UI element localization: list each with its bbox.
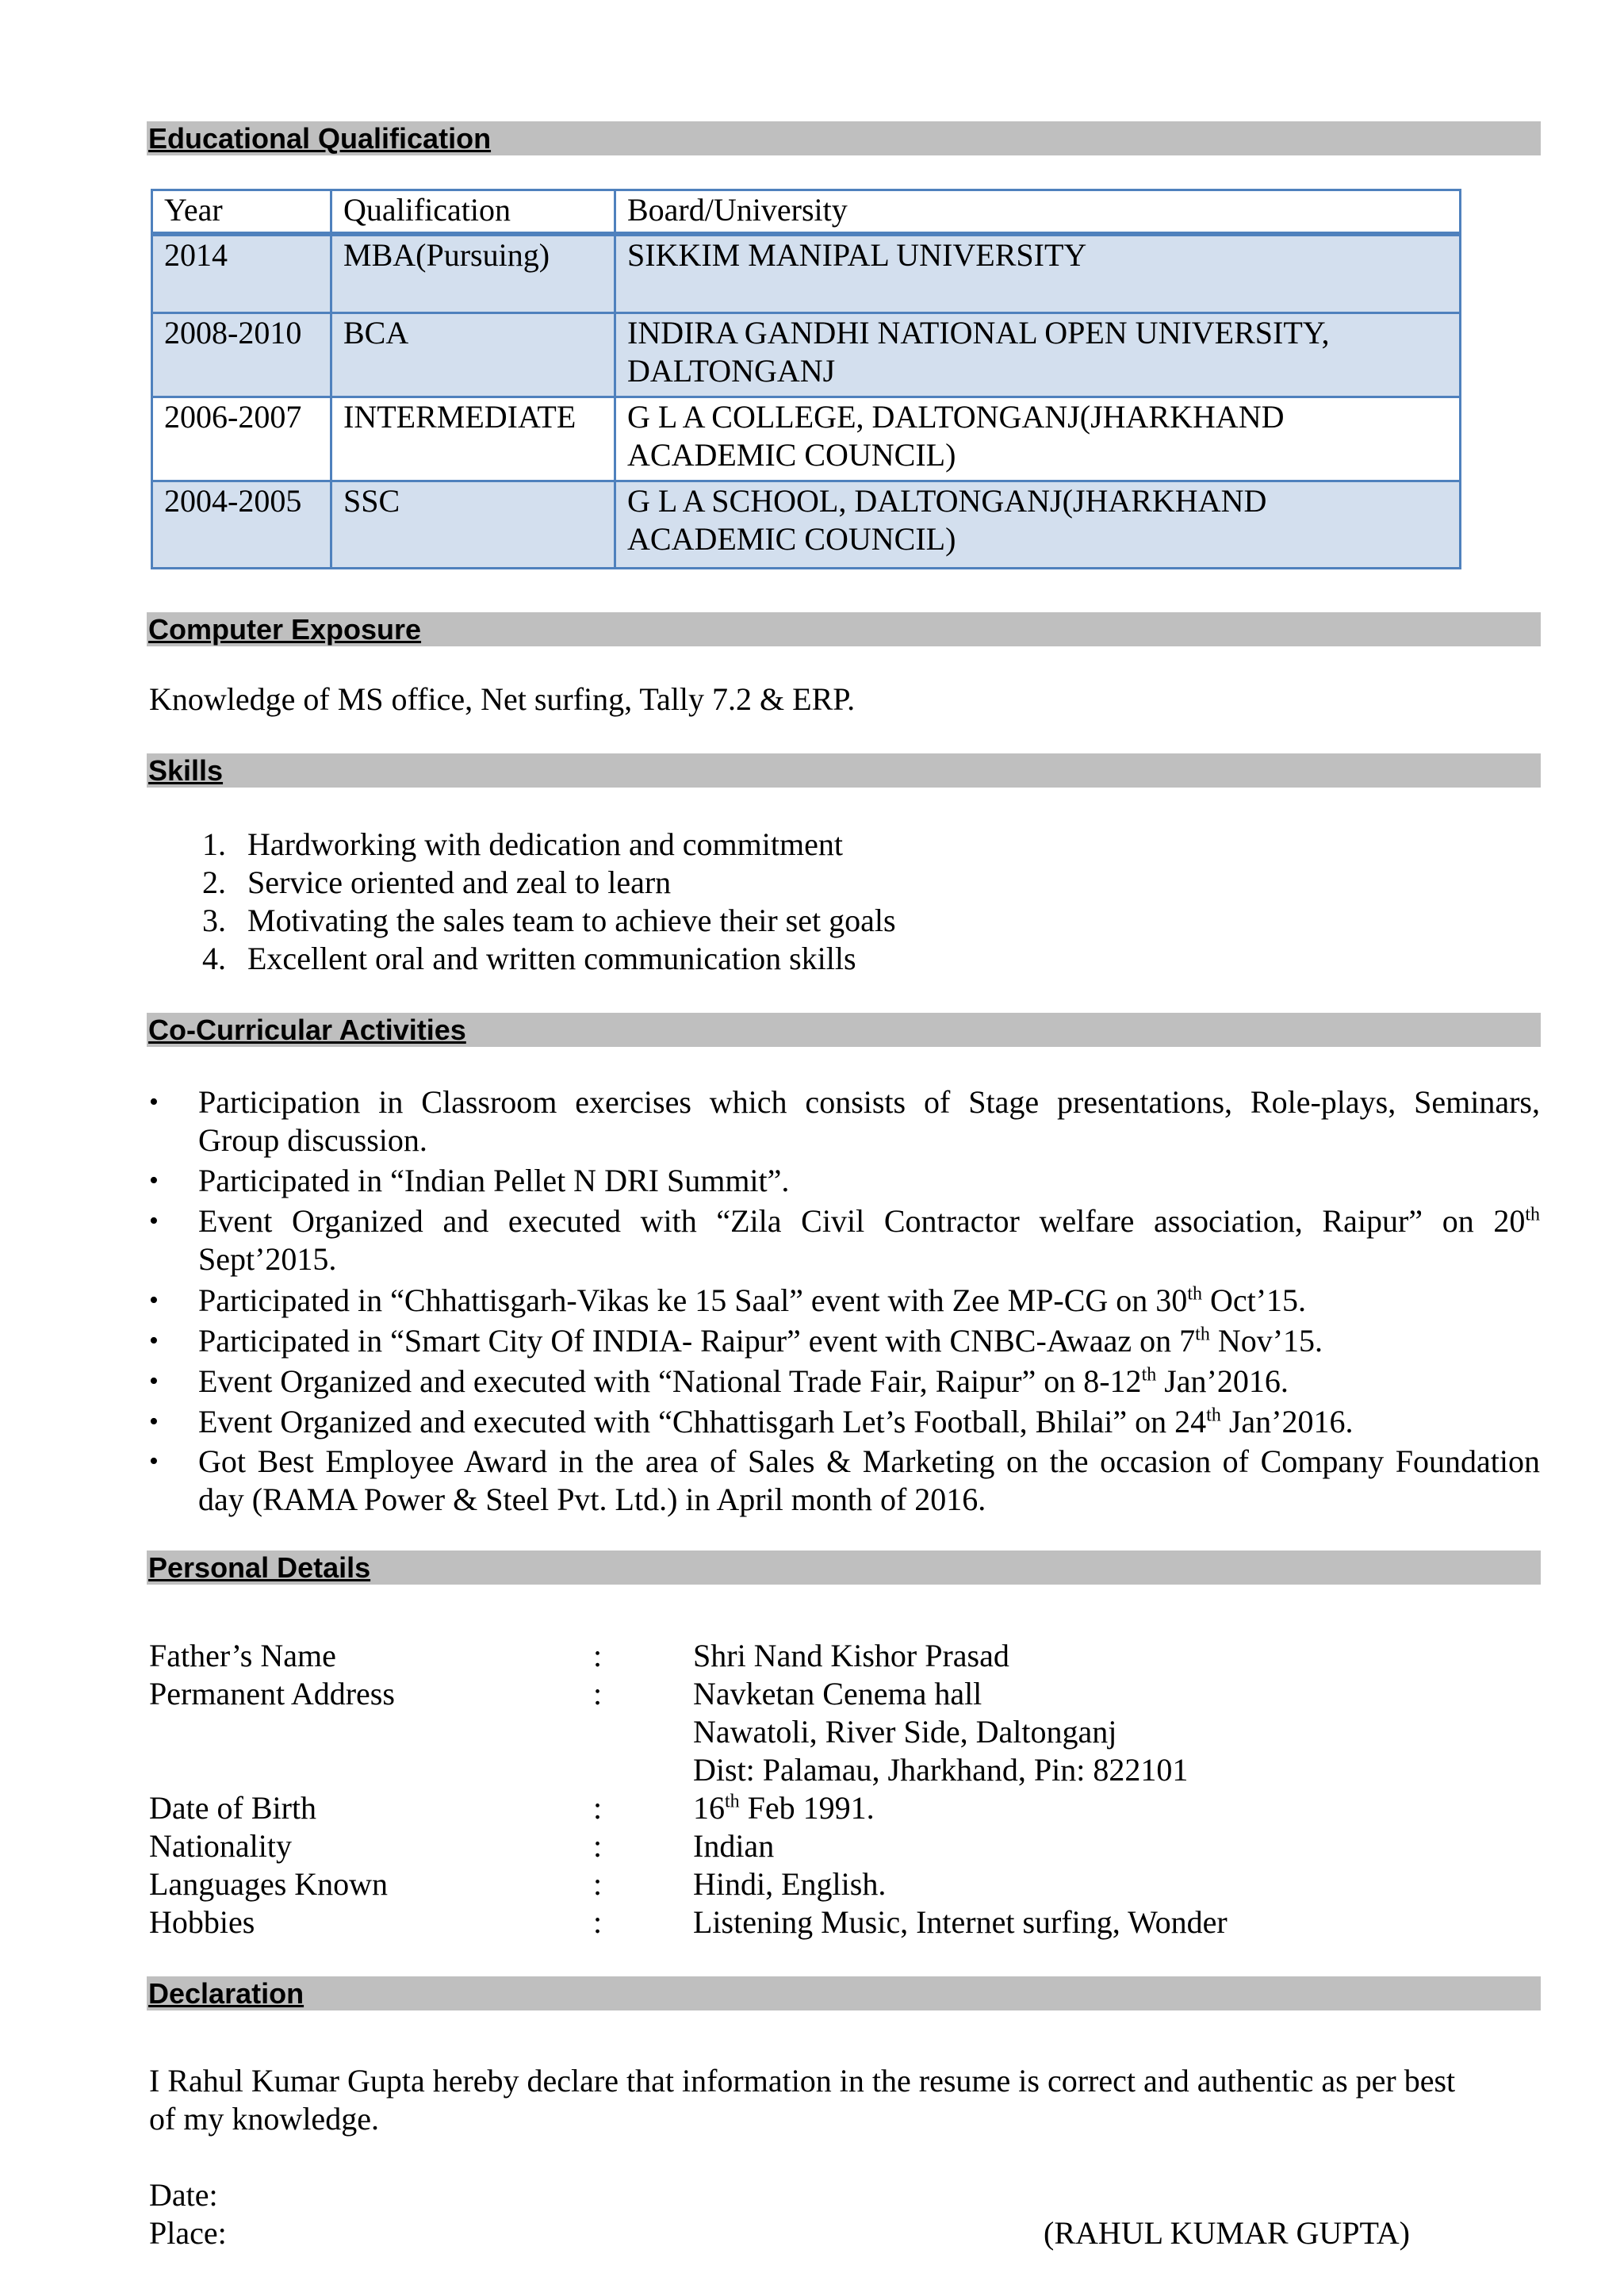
dob-day: 16: [693, 1790, 725, 1826]
list-item-text: Event Organized and executed with “Chhattisgarh Let’s Football, Bhilai” on 24: [198, 1404, 1207, 1439]
section-heading-education: [147, 121, 1541, 155]
section-heading-activities: [147, 1013, 1541, 1047]
colon-separator: :: [593, 1790, 603, 1826]
section-heading-activities-label: Co-Curricular Activities: [148, 1014, 466, 1046]
section-heading-declaration-label: Declaration: [148, 1977, 304, 2010]
table-row: [152, 397, 1461, 481]
section-heading-education-label: Educational Qualification: [148, 122, 492, 155]
bullet-icon: •: [149, 1447, 159, 1476]
list-item: [198, 1282, 1306, 1320]
cell-board-line: G L A COLLEGE, DALTONGANJ(JHARKHAND: [627, 398, 1285, 435]
list-item: Motivating the sales team to achieve their set goals: [247, 903, 896, 938]
place-label: Place:: [149, 2215, 227, 2251]
section-heading-computer: [147, 612, 1541, 646]
list-item-continuation: Sept’2015.: [198, 1241, 337, 1277]
list-item-continuation: Group discussion.: [198, 1122, 427, 1158]
dob-label: Date of Birth: [149, 1790, 317, 1826]
colon-separator: :: [593, 1676, 603, 1711]
list-number: 2.: [202, 864, 226, 900]
bullet-icon: •: [149, 1366, 159, 1396]
list-item: Service oriented and zeal to learn: [247, 864, 672, 900]
list-item: Got Best Employee Award in the area of Sales & Marketing on the occasion of Company Foundation: [198, 1443, 1540, 1479]
cell-board-line: INDIRA GANDHI NATIONAL OPEN UNIVERSITY,: [627, 314, 1330, 351]
bullet-icon: •: [149, 1087, 159, 1117]
cell-year: 2004-2005: [152, 481, 331, 568]
superscript: th: [725, 1791, 740, 1812]
cell-board: [615, 481, 1461, 568]
colon-separator: :: [593, 1638, 603, 1673]
section-heading-personal: [147, 1550, 1541, 1585]
cell-board-line: DALTONGANJ: [627, 352, 836, 389]
declaration-text: of my knowledge.: [149, 2101, 379, 2137]
section-heading-declaration: [147, 1976, 1541, 2010]
cell-qualification: SSC: [331, 481, 615, 568]
education-table: [151, 189, 1461, 569]
cell-year: 2006-2007: [152, 397, 331, 481]
fathers-name-value: Shri Nand Kishor Prasad: [693, 1638, 1009, 1673]
cell-qualification: MBA(Pursuing): [331, 234, 615, 312]
list-number: 4.: [202, 941, 226, 976]
nationality-value: Indian: [693, 1828, 775, 1864]
cell-qualification: BCA: [331, 312, 615, 397]
languages-label: Languages Known: [149, 1866, 389, 1902]
list-item: Excellent oral and written communication skills: [247, 941, 856, 976]
declaration-text: I Rahul Kumar Gupta hereby declare that information in the resume is correct and authentic as per best: [149, 2063, 1456, 2099]
colon-separator: :: [593, 1904, 603, 1940]
list-item-text: Event Organized and executed with “National Trade Fair, Raipur” on 8-12: [198, 1363, 1142, 1399]
list-item: Participated in “Indian Pellet N DRI Summit”.: [198, 1163, 790, 1198]
bullet-icon: •: [149, 1286, 159, 1315]
list-item: [198, 1403, 1353, 1441]
list-item: Participation in Classroom exercises which consists of Stage presentations, Role-plays, Seminars,: [198, 1084, 1540, 1120]
address-label: Permanent Address: [149, 1676, 395, 1711]
table-row: [152, 312, 1461, 397]
dob-rest: Feb 1991.: [739, 1790, 875, 1826]
cell-board: [615, 312, 1461, 397]
table-row: [152, 234, 1461, 312]
bullet-icon: •: [149, 1326, 159, 1355]
table-row: [152, 481, 1461, 568]
superscript: th: [1141, 1364, 1157, 1386]
list-item-text: Nov’15.: [1209, 1323, 1323, 1359]
cell-year: 2008-2010: [152, 312, 331, 397]
cell-board: [615, 397, 1461, 481]
colon-separator: :: [593, 1866, 603, 1902]
dob-value: [693, 1789, 875, 1827]
superscript: th: [1195, 1324, 1210, 1345]
list-number: 1.: [202, 826, 226, 862]
bullet-icon: •: [149, 1407, 159, 1436]
table-header-row: [152, 190, 1461, 235]
list-item: [198, 1363, 1289, 1401]
cell-board-line: G L A SCHOOL, DALTONGANJ(JHARKHAND: [627, 482, 1267, 519]
list-number: 3.: [202, 903, 226, 938]
colon-separator: :: [593, 1828, 603, 1864]
date-label: Date:: [149, 2177, 218, 2213]
cell-board: SIKKIM MANIPAL UNIVERSITY: [615, 234, 1461, 312]
cell-board-line: ACADEMIC COUNCIL): [627, 436, 956, 473]
nationality-label: Nationality: [149, 1828, 292, 1864]
column-header-qualification: Qualification: [331, 190, 615, 235]
list-item-text: Participated in “Smart City Of INDIA- Raipur” event with CNBC-Awaaz on 7: [198, 1323, 1196, 1359]
section-heading-skills-label: Skills: [148, 754, 224, 787]
hobbies-label: Hobbies: [149, 1904, 255, 1940]
list-item-text: Jan’2016.: [1220, 1404, 1354, 1439]
list-item-continuation: day (RAMA Power & Steel Pvt. Ltd.) in April month of 2016.: [198, 1481, 986, 1517]
bullet-icon: •: [149, 1166, 159, 1195]
section-heading-personal-label: Personal Details: [148, 1551, 371, 1584]
list-item-text: Event Organized and executed with “Zila Civil Contractor welfare association, Raipur” on 20: [198, 1203, 1526, 1239]
cell-year: 2014: [152, 234, 331, 312]
list-item-text: Oct’15.: [1201, 1282, 1307, 1318]
cell-board-line: ACADEMIC COUNCIL): [627, 520, 956, 557]
address-line: Navketan Cenema hall: [693, 1676, 982, 1711]
address-line: Dist: Palamau, Jharkhand, Pin: 822101: [693, 1752, 1189, 1788]
computer-exposure-text: Knowledge of MS office, Net surfing, Tally 7.2 & ERP.: [149, 681, 856, 717]
column-header-board: Board/University: [615, 190, 1461, 235]
section-heading-skills: [147, 753, 1541, 788]
section-heading-computer-label: Computer Exposure: [148, 613, 422, 646]
list-item-text: Participated in “Chhattisgarh-Vikas ke 15 Saal” event with Zee MP-CG on 30: [198, 1282, 1188, 1318]
languages-value: Hindi, English.: [693, 1866, 887, 1902]
hobbies-value: Listening Music, Internet surfing, Wonder: [693, 1904, 1228, 1940]
list-item: [198, 1202, 1540, 1240]
signature-name: (RAHUL KUMAR GUPTA): [1044, 2215, 1410, 2251]
superscript: th: [1187, 1283, 1202, 1305]
cell-qualification: INTERMEDIATE: [331, 397, 615, 481]
superscript: th: [1206, 1405, 1221, 1426]
address-line: Nawatoli, River Side, Daltonganj: [693, 1714, 1117, 1750]
list-item: Hardworking with dedication and commitment: [247, 826, 843, 862]
column-header-year: Year: [152, 190, 331, 235]
bullet-icon: •: [149, 1206, 159, 1236]
superscript: th: [1525, 1204, 1540, 1225]
list-item: [198, 1322, 1323, 1360]
list-item-text: Jan’2016.: [1156, 1363, 1289, 1399]
fathers-name-label: Father’s Name: [149, 1638, 336, 1673]
